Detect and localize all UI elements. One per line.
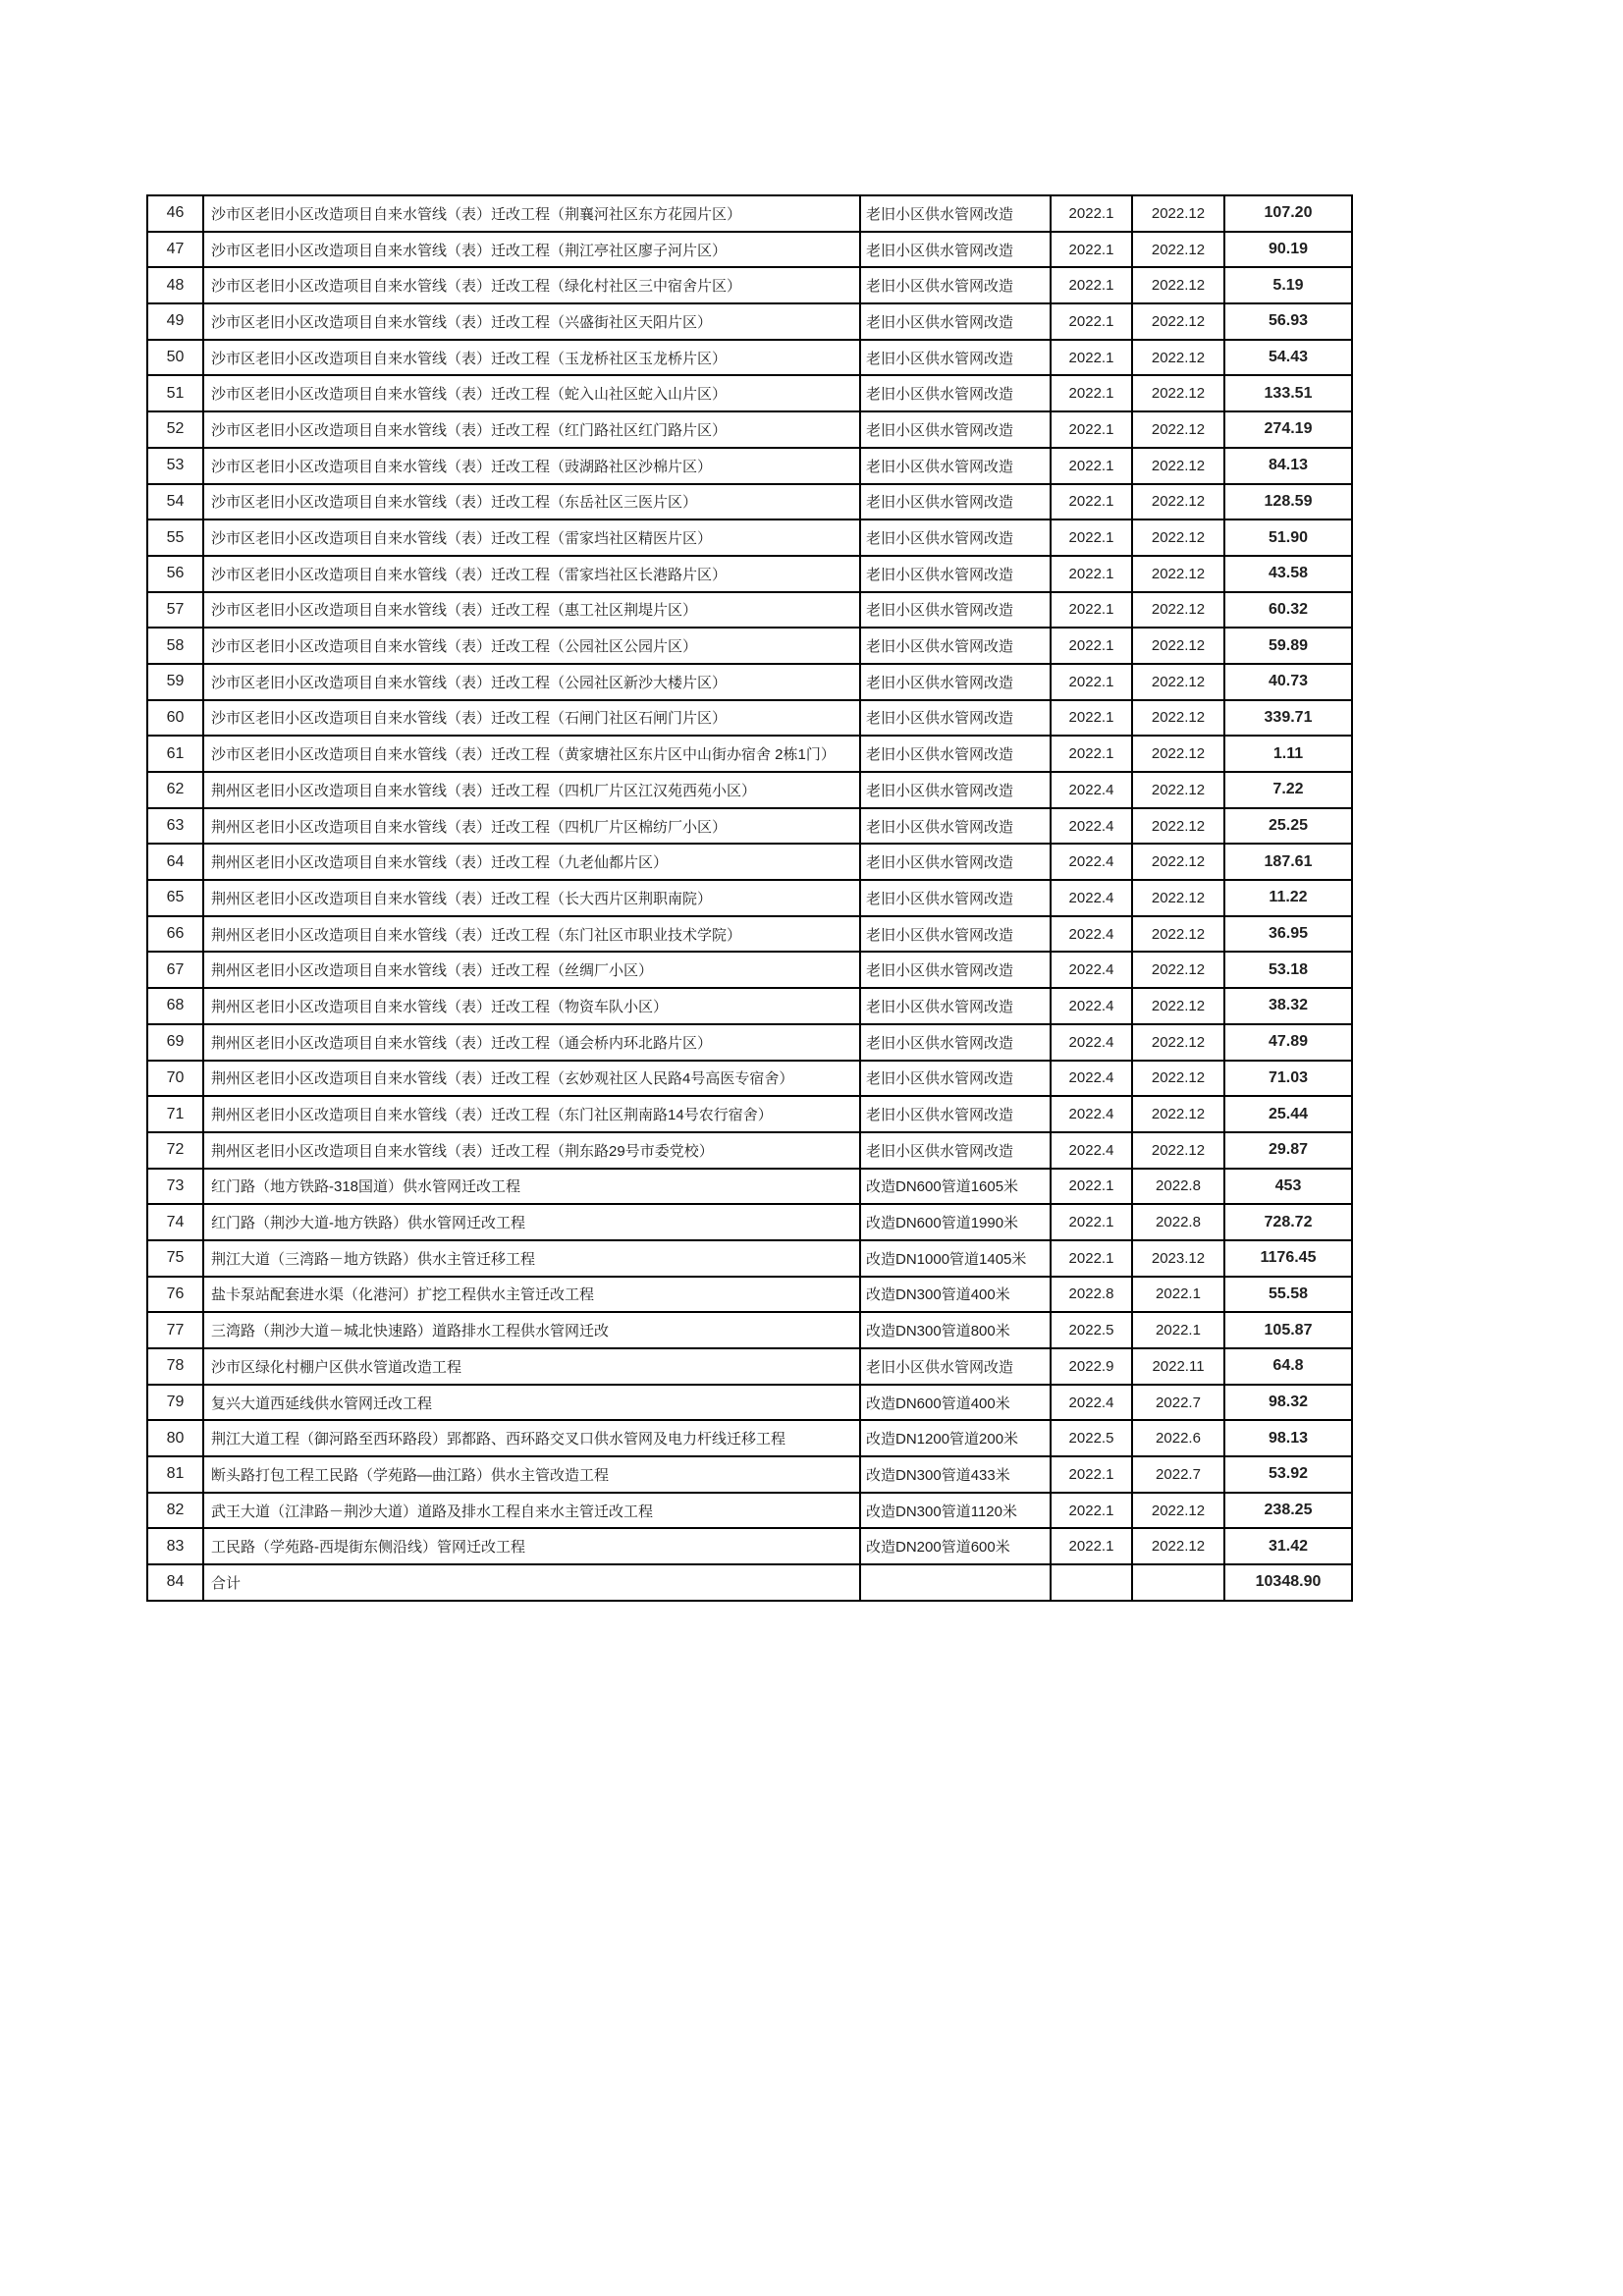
end-date: 2022.12 [1132, 1024, 1224, 1061]
end-date [1132, 1564, 1224, 1601]
table-row [147, 772, 1352, 808]
project-name: 工民路（学苑路-西堤街东侧沿线）管网迁改工程 [203, 1528, 860, 1564]
project-name: 沙市区老旧小区改造项目自来水管线（表）迁改工程（公园社区公园片区） [203, 628, 860, 664]
end-date: 2022.12 [1132, 844, 1224, 880]
project-scope: 老旧小区供水管网改造 [860, 195, 1051, 232]
row-number: 75 [147, 1240, 203, 1277]
table-row [147, 375, 1352, 411]
investment-amount: 128.59 [1224, 484, 1352, 520]
start-date: 2022.4 [1051, 952, 1132, 988]
row-number: 82 [147, 1493, 203, 1529]
end-date: 2022.12 [1132, 772, 1224, 808]
table-row [147, 736, 1352, 772]
project-scope: 改造DN1200管道200米 [860, 1420, 1051, 1456]
start-date: 2022.5 [1051, 1420, 1132, 1456]
row-number: 70 [147, 1061, 203, 1097]
start-date: 2022.1 [1051, 232, 1132, 268]
row-number: 71 [147, 1096, 203, 1132]
investment-amount: 98.32 [1224, 1385, 1352, 1421]
project-name: 沙市区老旧小区改造项目自来水管线（表）迁改工程（荆江亭社区廖子河片区） [203, 232, 860, 268]
investment-amount: 1.11 [1224, 736, 1352, 772]
end-date: 2022.12 [1132, 1493, 1224, 1529]
investment-amount: 105.87 [1224, 1312, 1352, 1348]
investment-amount: 453 [1224, 1169, 1352, 1205]
project-name: 荆州区老旧小区改造项目自来水管线（表）迁改工程（四机厂片区棉纺厂小区） [203, 808, 860, 845]
project-scope: 改造DN300管道400米 [860, 1277, 1051, 1313]
table-row [147, 988, 1352, 1024]
row-number: 47 [147, 232, 203, 268]
end-date: 2022.12 [1132, 519, 1224, 556]
project-name: 沙市区老旧小区改造项目自来水管线（表）迁改工程（荆襄河社区东方花园片区） [203, 195, 860, 232]
project-name: 荆州区老旧小区改造项目自来水管线（表）迁改工程（长大西片区荆职南院） [203, 880, 860, 916]
project-scope: 改造DN300管道433米 [860, 1456, 1051, 1493]
project-name: 荆州区老旧小区改造项目自来水管线（表）迁改工程（物资车队小区） [203, 988, 860, 1024]
project-scope: 老旧小区供水管网改造 [860, 952, 1051, 988]
investment-amount: 59.89 [1224, 628, 1352, 664]
investment-amount: 25.25 [1224, 808, 1352, 845]
end-date: 2022.12 [1132, 808, 1224, 845]
table-row [147, 556, 1352, 592]
investment-amount: 90.19 [1224, 232, 1352, 268]
investment-amount: 7.22 [1224, 772, 1352, 808]
end-date: 2022.12 [1132, 267, 1224, 303]
investment-amount: 64.8 [1224, 1348, 1352, 1385]
row-number: 53 [147, 448, 203, 484]
row-number: 59 [147, 664, 203, 700]
project-scope: 老旧小区供水管网改造 [860, 519, 1051, 556]
end-date: 2022.12 [1132, 448, 1224, 484]
start-date: 2022.5 [1051, 1312, 1132, 1348]
end-date: 2022.12 [1132, 952, 1224, 988]
end-date: 2022.12 [1132, 592, 1224, 629]
investment-amount: 107.20 [1224, 195, 1352, 232]
project-scope: 改造DN200管道600米 [860, 1528, 1051, 1564]
row-number: 81 [147, 1456, 203, 1493]
project-name: 沙市区绿化村棚户区供水管道改造工程 [203, 1348, 860, 1385]
project-scope: 老旧小区供水管网改造 [860, 880, 1051, 916]
table-row [147, 1024, 1352, 1061]
table-row [147, 952, 1352, 988]
investment-amount: 728.72 [1224, 1204, 1352, 1240]
end-date: 2022.8 [1132, 1204, 1224, 1240]
table-row [147, 1204, 1352, 1240]
project-scope: 老旧小区供水管网改造 [860, 448, 1051, 484]
project-scope: 改造DN600管道1990米 [860, 1204, 1051, 1240]
investment-amount: 31.42 [1224, 1528, 1352, 1564]
row-number: 63 [147, 808, 203, 845]
end-date: 2022.12 [1132, 1132, 1224, 1169]
project-name: 沙市区老旧小区改造项目自来水管线（表）迁改工程（东岳社区三医片区） [203, 484, 860, 520]
project-name: 沙市区老旧小区改造项目自来水管线（表）迁改工程（绿化村社区三中宿舍片区） [203, 267, 860, 303]
end-date: 2023.12 [1132, 1240, 1224, 1277]
table-row [147, 303, 1352, 340]
row-number: 52 [147, 411, 203, 448]
table-row [147, 1348, 1352, 1385]
start-date: 2022.1 [1051, 519, 1132, 556]
start-date: 2022.1 [1051, 448, 1132, 484]
start-date: 2022.4 [1051, 916, 1132, 953]
end-date: 2022.1 [1132, 1277, 1224, 1313]
project-scope: 老旧小区供水管网改造 [860, 267, 1051, 303]
table-row [147, 844, 1352, 880]
project-name: 沙市区老旧小区改造项目自来水管线（表）迁改工程（雷家垱社区长港路片区） [203, 556, 860, 592]
start-date: 2022.4 [1051, 808, 1132, 845]
table-row [147, 1132, 1352, 1169]
investment-amount: 54.43 [1224, 340, 1352, 376]
project-name: 沙市区老旧小区改造项目自来水管线（表）迁改工程（豉湖路社区沙棉片区） [203, 448, 860, 484]
investment-amount: 10348.90 [1224, 1564, 1352, 1601]
project-name: 沙市区老旧小区改造项目自来水管线（表）迁改工程（红门路社区红门路片区） [203, 411, 860, 448]
project-name: 沙市区老旧小区改造项目自来水管线（表）迁改工程（雷家垱社区精医片区） [203, 519, 860, 556]
row-number: 56 [147, 556, 203, 592]
project-name: 断头路打包工程工民路（学苑路—曲江路）供水主管改造工程 [203, 1456, 860, 1493]
row-number: 64 [147, 844, 203, 880]
project-name: 荆州区老旧小区改造项目自来水管线（表）迁改工程（东门社区市职业技术学院） [203, 916, 860, 953]
end-date: 2022.12 [1132, 484, 1224, 520]
project-scope: 老旧小区供水管网改造 [860, 340, 1051, 376]
start-date: 2022.1 [1051, 1493, 1132, 1529]
table-row [147, 700, 1352, 737]
project-scope: 老旧小区供水管网改造 [860, 1061, 1051, 1097]
investment-amount: 339.71 [1224, 700, 1352, 737]
end-date: 2022.12 [1132, 1061, 1224, 1097]
investment-amount: 40.73 [1224, 664, 1352, 700]
table-row [147, 592, 1352, 629]
table-row [147, 411, 1352, 448]
start-date: 2022.1 [1051, 195, 1132, 232]
end-date: 2022.12 [1132, 195, 1224, 232]
table-row [147, 1169, 1352, 1205]
start-date: 2022.4 [1051, 1061, 1132, 1097]
row-number: 72 [147, 1132, 203, 1169]
project-name: 荆州区老旧小区改造项目自来水管线（表）迁改工程（四机厂片区江汉苑西苑小区） [203, 772, 860, 808]
project-scope: 老旧小区供水管网改造 [860, 375, 1051, 411]
table-row [147, 1277, 1352, 1313]
start-date: 2022.1 [1051, 1169, 1132, 1205]
project-scope: 老旧小区供水管网改造 [860, 411, 1051, 448]
project-name: 沙市区老旧小区改造项目自来水管线（表）迁改工程（惠工社区荆堤片区） [203, 592, 860, 629]
table-row [147, 1312, 1352, 1348]
project-scope: 老旧小区供水管网改造 [860, 844, 1051, 880]
project-scope: 老旧小区供水管网改造 [860, 808, 1051, 845]
project-scope: 改造DN300管道1120米 [860, 1493, 1051, 1529]
project-scope: 老旧小区供水管网改造 [860, 1096, 1051, 1132]
table-row [147, 484, 1352, 520]
investment-amount: 25.44 [1224, 1096, 1352, 1132]
investment-amount: 29.87 [1224, 1132, 1352, 1169]
project-name: 荆州区老旧小区改造项目自来水管线（表）迁改工程（九老仙都片区） [203, 844, 860, 880]
row-number: 62 [147, 772, 203, 808]
row-number: 78 [147, 1348, 203, 1385]
project-scope: 老旧小区供水管网改造 [860, 700, 1051, 737]
table-row [147, 880, 1352, 916]
start-date: 2022.1 [1051, 592, 1132, 629]
start-date: 2022.4 [1051, 880, 1132, 916]
row-number: 57 [147, 592, 203, 629]
investment-amount: 98.13 [1224, 1420, 1352, 1456]
project-scope: 改造DN600管道400米 [860, 1385, 1051, 1421]
table-row [147, 1493, 1352, 1529]
table-row [147, 664, 1352, 700]
table-row [147, 1240, 1352, 1277]
start-date: 2022.9 [1051, 1348, 1132, 1385]
project-scope: 老旧小区供水管网改造 [860, 1024, 1051, 1061]
project-scope: 改造DN600管道1605米 [860, 1169, 1051, 1205]
end-date: 2022.12 [1132, 232, 1224, 268]
project-scope: 老旧小区供水管网改造 [860, 664, 1051, 700]
table-row [147, 1456, 1352, 1493]
investment-amount: 187.61 [1224, 844, 1352, 880]
project-name: 荆州区老旧小区改造项目自来水管线（表）迁改工程（玄妙观社区人民路4号高医专宿舍） [203, 1061, 860, 1097]
project-name: 荆州区老旧小区改造项目自来水管线（表）迁改工程（丝绸厂小区） [203, 952, 860, 988]
project-scope: 老旧小区供水管网改造 [860, 232, 1051, 268]
table-row [147, 448, 1352, 484]
project-name: 沙市区老旧小区改造项目自来水管线（表）迁改工程（公园社区新沙大楼片区） [203, 664, 860, 700]
start-date: 2022.4 [1051, 844, 1132, 880]
row-number: 66 [147, 916, 203, 953]
project-scope: 老旧小区供水管网改造 [860, 1132, 1051, 1169]
end-date: 2022.12 [1132, 736, 1224, 772]
end-date: 2022.12 [1132, 988, 1224, 1024]
table-row [147, 808, 1352, 845]
start-date: 2022.4 [1051, 772, 1132, 808]
start-date: 2022.1 [1051, 1240, 1132, 1277]
table-row [147, 340, 1352, 376]
end-date: 2022.12 [1132, 556, 1224, 592]
start-date: 2022.1 [1051, 628, 1132, 664]
table-row [147, 232, 1352, 268]
start-date: 2022.4 [1051, 988, 1132, 1024]
investment-amount: 53.92 [1224, 1456, 1352, 1493]
investment-amount: 55.58 [1224, 1277, 1352, 1313]
end-date: 2022.12 [1132, 411, 1224, 448]
project-scope: 老旧小区供水管网改造 [860, 484, 1051, 520]
project-scope: 改造DN1000管道1405米 [860, 1240, 1051, 1277]
start-date: 2022.4 [1051, 1024, 1132, 1061]
start-date: 2022.1 [1051, 1528, 1132, 1564]
table-row [147, 1528, 1352, 1564]
project-name: 三湾路（荆沙大道－城北快速路）道路排水工程供水管网迁改 [203, 1312, 860, 1348]
project-name: 沙市区老旧小区改造项目自来水管线（表）迁改工程（蛇入山社区蛇入山片区） [203, 375, 860, 411]
investment-amount: 47.89 [1224, 1024, 1352, 1061]
project-name: 红门路（地方铁路-318国道）供水管网迁改工程 [203, 1169, 860, 1205]
row-number: 60 [147, 700, 203, 737]
investment-amount: 238.25 [1224, 1493, 1352, 1529]
project-name: 复兴大道西延线供水管网迁改工程 [203, 1385, 860, 1421]
investment-amount: 53.18 [1224, 952, 1352, 988]
row-number: 77 [147, 1312, 203, 1348]
start-date: 2022.1 [1051, 484, 1132, 520]
investment-amount: 1176.45 [1224, 1240, 1352, 1277]
end-date: 2022.12 [1132, 1528, 1224, 1564]
start-date: 2022.1 [1051, 556, 1132, 592]
investment-amount: 274.19 [1224, 411, 1352, 448]
investment-amount: 56.93 [1224, 303, 1352, 340]
investment-amount: 84.13 [1224, 448, 1352, 484]
end-date: 2022.6 [1132, 1420, 1224, 1456]
row-number: 80 [147, 1420, 203, 1456]
end-date: 2022.12 [1132, 628, 1224, 664]
start-date: 2022.1 [1051, 303, 1132, 340]
end-date: 2022.12 [1132, 880, 1224, 916]
row-number: 67 [147, 952, 203, 988]
investment-amount: 11.22 [1224, 880, 1352, 916]
project-name: 沙市区老旧小区改造项目自来水管线（表）迁改工程（玉龙桥社区玉龙桥片区） [203, 340, 860, 376]
table-row [147, 267, 1352, 303]
end-date: 2022.7 [1132, 1385, 1224, 1421]
start-date: 2022.1 [1051, 736, 1132, 772]
investment-amount: 51.90 [1224, 519, 1352, 556]
project-name: 盐卡泵站配套进水渠（化港河）扩挖工程供水主管迁改工程 [203, 1277, 860, 1313]
investment-amount: 60.32 [1224, 592, 1352, 629]
row-number: 55 [147, 519, 203, 556]
table-row [147, 1564, 1352, 1601]
row-number: 65 [147, 880, 203, 916]
start-date: 2022.1 [1051, 1204, 1132, 1240]
start-date: 2022.4 [1051, 1385, 1132, 1421]
project-name: 荆州区老旧小区改造项目自来水管线（表）迁改工程（通会桥内环北路片区） [203, 1024, 860, 1061]
start-date: 2022.4 [1051, 1132, 1132, 1169]
start-date: 2022.4 [1051, 1096, 1132, 1132]
project-scope: 老旧小区供水管网改造 [860, 592, 1051, 629]
row-number: 49 [147, 303, 203, 340]
end-date: 2022.12 [1132, 340, 1224, 376]
end-date: 2022.1 [1132, 1312, 1224, 1348]
row-number: 46 [147, 195, 203, 232]
table-row [147, 195, 1352, 232]
end-date: 2022.11 [1132, 1348, 1224, 1385]
table-row [147, 628, 1352, 664]
row-number: 54 [147, 484, 203, 520]
project-table-body [147, 195, 1352, 1601]
row-number: 51 [147, 375, 203, 411]
project-table [146, 194, 1353, 1602]
start-date: 2022.1 [1051, 375, 1132, 411]
end-date: 2022.12 [1132, 700, 1224, 737]
row-number: 48 [147, 267, 203, 303]
investment-amount: 71.03 [1224, 1061, 1352, 1097]
end-date: 2022.8 [1132, 1169, 1224, 1205]
project-scope: 老旧小区供水管网改造 [860, 988, 1051, 1024]
end-date: 2022.7 [1132, 1456, 1224, 1493]
table-row [147, 1061, 1352, 1097]
start-date: 2022.1 [1051, 664, 1132, 700]
start-date: 2022.1 [1051, 340, 1132, 376]
project-scope: 改造DN300管道800米 [860, 1312, 1051, 1348]
start-date: 2022.1 [1051, 411, 1132, 448]
investment-amount: 38.32 [1224, 988, 1352, 1024]
project-scope: 老旧小区供水管网改造 [860, 1348, 1051, 1385]
project-scope: 老旧小区供水管网改造 [860, 916, 1051, 953]
project-scope: 老旧小区供水管网改造 [860, 772, 1051, 808]
row-number: 68 [147, 988, 203, 1024]
project-name: 沙市区老旧小区改造项目自来水管线（表）迁改工程（石闸门社区石闸门片区） [203, 700, 860, 737]
investment-amount: 133.51 [1224, 375, 1352, 411]
row-number: 79 [147, 1385, 203, 1421]
investment-amount: 5.19 [1224, 267, 1352, 303]
project-scope [860, 1564, 1051, 1601]
row-number: 83 [147, 1528, 203, 1564]
table-row [147, 1096, 1352, 1132]
project-scope: 老旧小区供水管网改造 [860, 556, 1051, 592]
end-date: 2022.12 [1132, 1096, 1224, 1132]
row-number: 58 [147, 628, 203, 664]
project-name: 荆江大道工程（御河路至西环路段）郢都路、西环路交叉口供水管网及电力杆线迁移工程 [203, 1420, 860, 1456]
start-date: 2022.1 [1051, 1456, 1132, 1493]
project-name: 武王大道（江津路－荆沙大道）道路及排水工程自来水主管迁改工程 [203, 1493, 860, 1529]
project-name: 荆江大道（三湾路－地方铁路）供水主管迁移工程 [203, 1240, 860, 1277]
start-date: 2022.1 [1051, 700, 1132, 737]
row-number: 69 [147, 1024, 203, 1061]
project-scope: 老旧小区供水管网改造 [860, 628, 1051, 664]
table-row [147, 519, 1352, 556]
project-name: 荆州区老旧小区改造项目自来水管线（表）迁改工程（东门社区荆南路14号农行宿舍） [203, 1096, 860, 1132]
project-name: 红门路（荆沙大道-地方铁路）供水管网迁改工程 [203, 1204, 860, 1240]
project-name: 沙市区老旧小区改造项目自来水管线（表）迁改工程（黄家塘社区东片区中山街办宿舍 2栋1门） [203, 736, 860, 772]
start-date: 2022.8 [1051, 1277, 1132, 1313]
row-number: 61 [147, 736, 203, 772]
start-date [1051, 1564, 1132, 1601]
row-number: 74 [147, 1204, 203, 1240]
end-date: 2022.12 [1132, 664, 1224, 700]
table-row [147, 1385, 1352, 1421]
investment-amount: 36.95 [1224, 916, 1352, 953]
project-scope: 老旧小区供水管网改造 [860, 303, 1051, 340]
end-date: 2022.12 [1132, 375, 1224, 411]
row-number: 76 [147, 1277, 203, 1313]
row-number: 84 [147, 1564, 203, 1601]
table-row [147, 916, 1352, 953]
row-number: 73 [147, 1169, 203, 1205]
project-name: 沙市区老旧小区改造项目自来水管线（表）迁改工程（兴盛街社区天阳片区） [203, 303, 860, 340]
end-date: 2022.12 [1132, 303, 1224, 340]
project-scope: 老旧小区供水管网改造 [860, 736, 1051, 772]
project-name: 合计 [203, 1564, 860, 1601]
investment-amount: 43.58 [1224, 556, 1352, 592]
end-date: 2022.12 [1132, 916, 1224, 953]
table-row [147, 1420, 1352, 1456]
row-number: 50 [147, 340, 203, 376]
project-name: 荆州区老旧小区改造项目自来水管线（表）迁改工程（荆东路29号市委党校） [203, 1132, 860, 1169]
start-date: 2022.1 [1051, 267, 1132, 303]
